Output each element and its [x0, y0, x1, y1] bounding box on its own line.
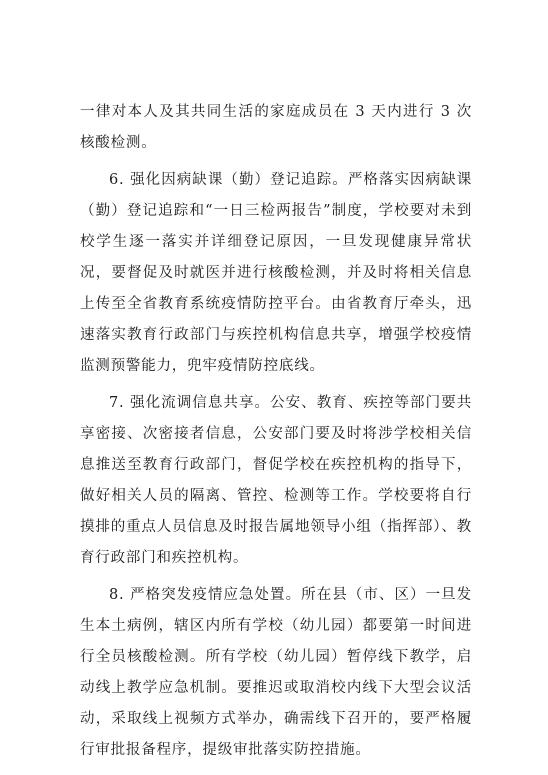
document-body: [80, 97, 472, 766]
paragraph-continuation: [80, 97, 472, 159]
paragraph-item-8: [80, 580, 472, 766]
paragraph-text: 严格落实因病缺课（勤）登记追踪和“一日三检两报告”制度，学校要对未到校学生逐一落实并详细登记原因，一旦发现健康异常状况，要督促及时就医并进行核酸检测，并及时将相关信息上传至全省教育系统疫情防控平台。由省教育厅牵头，迅速落实教育行政部门与疾控机构信息共享，增强学校疫情监测预警能力，兜牢疫情防控底线。: [80, 172, 472, 374]
paragraph-text: 一律对本人及其共同生活的家庭成员在 3 天内进行 3 次核酸检测。: [80, 104, 472, 151]
paragraph-heading: 8. 严格突发疫情应急处置。: [109, 587, 302, 603]
paragraph-heading: 6. 强化因病缺课（勤）登记追踪。: [109, 172, 348, 188]
paragraph-item-7: [80, 388, 472, 574]
paragraph-text: 公安、教育、疾控等部门要共享密接、次密接者信息，公安部门要及时将涉学校相关信息推送至教育行政部门，督促学校在疾控机构的指导下，做好相关人员的隔离、管控、检测等工作。学校要将自行摸排的重点人员信息及时报告属地领导小组（指挥部）、教育行政部门和疾控机构。: [80, 395, 473, 566]
paragraph-heading: 7. 强化流调信息共享。: [109, 395, 271, 411]
paragraph-text: 所在县（市、区）一旦发生本土病例，辖区内所有学校（幼儿园）都要第一时间进行全员核酸检测。所有学校（幼儿园）暂停线下教学，启动线上教学应急机制。要推迟或取消校内线下大型会议活动，采取线上视频方式举办，确需线下召开的，要严格履行审批报备程序，提级审批落实防控措施。: [80, 587, 472, 758]
paragraph-item-6: [80, 165, 472, 382]
